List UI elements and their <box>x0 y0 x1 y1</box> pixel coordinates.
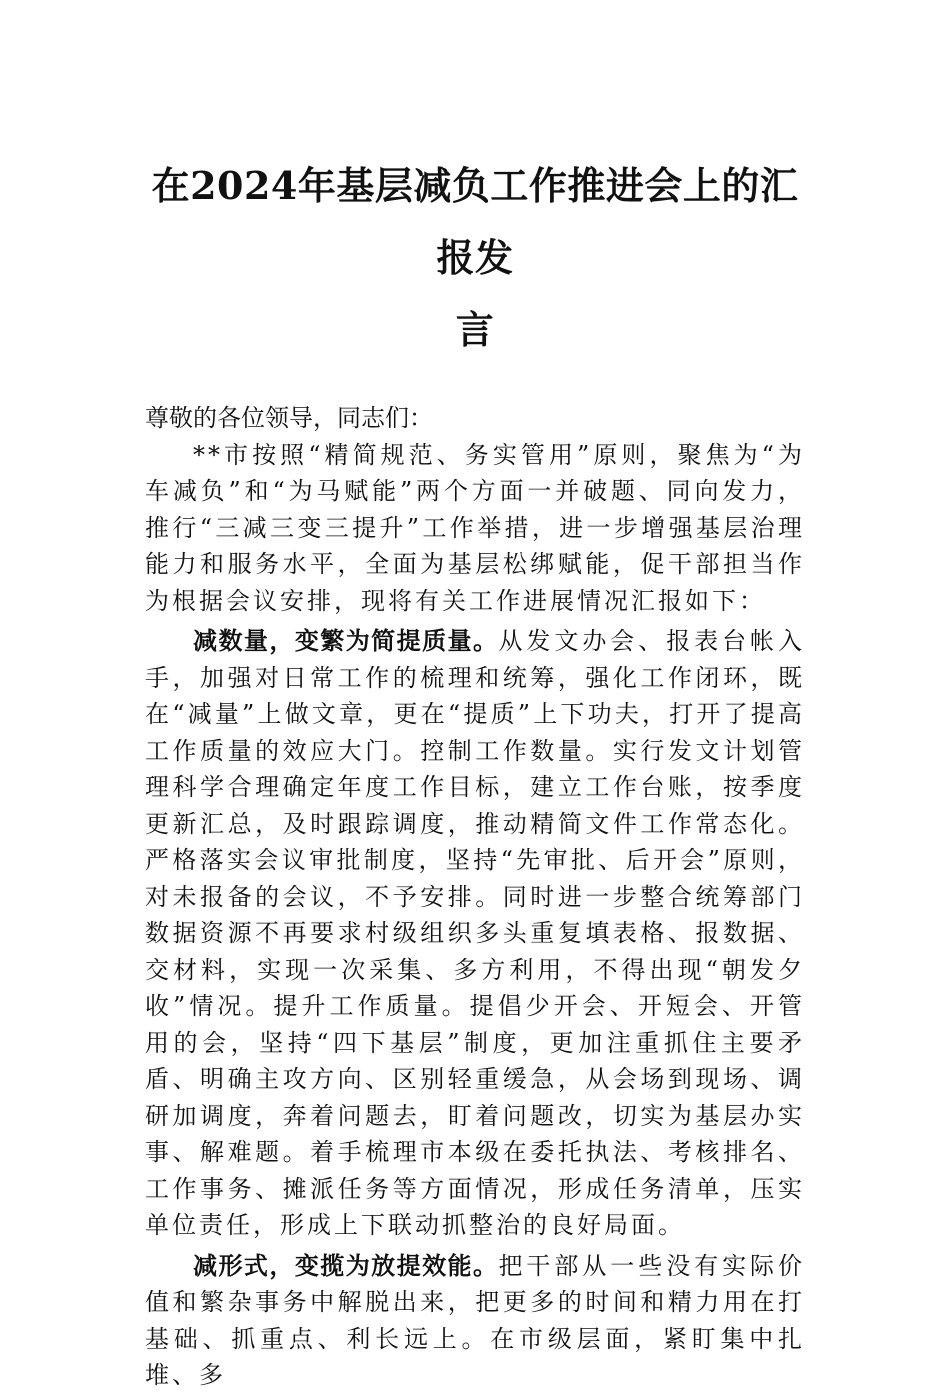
paragraph-intro <box>145 437 805 620</box>
paragraph-text: **市按照“精简规范、务实管用”原则，聚焦为“为车减负”和“为马赋能”两个方面一并破题、同向发力，推行“三减三变三提升”工作举措，进一步增强基层治理能力和服务水平，全面为基层松绑赋能，促干部担当作为根据会议安排，现将有关工作进展情况汇报如下： <box>145 440 805 615</box>
title-line-1: 在2024年基层减负工作推进会上的汇报发 <box>151 163 799 280</box>
document-page <box>145 150 805 1394</box>
paragraph-reduce-formalism <box>145 1248 805 1394</box>
paragraph-text: 把干部从一些没有实际价值和繁杂事务中解脱出来，把更多的时间和精力用在打基础、抓重点、利长远上。在市级层面，紧盯集中扎堆、多 <box>145 1251 806 1389</box>
greeting: 尊敬的各位领导，同志们： <box>145 404 433 432</box>
paragraph-text: 从发文办会、报表台帐入手，加强对日常工作的梳理和统筹，强化工作闭环，既在“减量”上做文章，更在“提质”上下功夫，打开了提高工作质量的效应大门。控制工作数量。实行发文计划管理科学合理确定年度工作目标，建立工作台账，按季度更新汇总，及时跟踪调度，推动精简文件工作常态化。严格落实会议审批制度，坚持“先审批、后开会”原则，对未报备的会议，不予安排。同时进一步整合统筹部门数据资源不再要求村级组织多头重复填表格、报数据、交材料，实现一次采集、多方利用，不得出现“朝发夕收”情况。提升工作质量。提倡少开会、开短会、开管用的会，坚持“四下基层”制度，更加注重抓住主要矛盾、明确主攻方向、区别轻重缓急，从会场到现场、调研加调度，奔着问题去，盯着问题改，切实为基层办实事、解难题。着手梳理市本级在委托执法、考核排名、工作事务、摊派任务等方面情况，形成任务清单，压实单位责任，形成上下联动抓整治的良好局面。 <box>145 627 806 1239</box>
document-title <box>145 150 805 366</box>
paragraph-heading: 减数量，变繁为简提质量。 <box>193 626 499 655</box>
paragraph-heading: 减形式，变揽为放提效能。 <box>193 1250 499 1280</box>
paragraph-reduce-quantity <box>145 623 805 1244</box>
title-line-2: 言 <box>455 307 495 352</box>
